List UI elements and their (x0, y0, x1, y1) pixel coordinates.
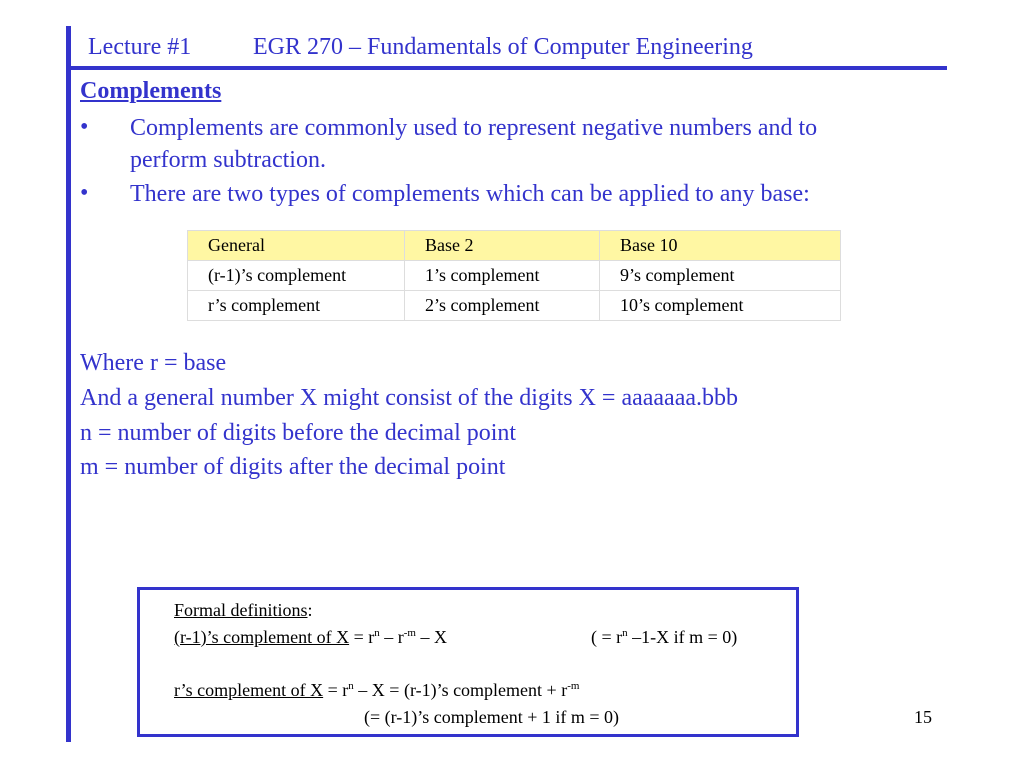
def1-eq: = r (349, 627, 375, 647)
table-row (188, 261, 841, 291)
left-accent-bar (66, 26, 71, 742)
def2-label: r’s complement of X (174, 680, 324, 700)
table-cell: r’s complement (188, 291, 405, 321)
lecture-label: Lecture #1 (88, 34, 192, 60)
slide-title: Complements (80, 78, 222, 104)
def2-sup-n: n (348, 680, 354, 692)
bullet-marker: • (80, 114, 89, 140)
body-line-general-number: And a general number X might consist of the digits X = aaaaaaa.bbb (80, 385, 739, 411)
table-cell: 10’s complement (600, 291, 841, 321)
def2-sup-m: -m (567, 680, 580, 692)
def1-sup-m: -m (403, 627, 416, 639)
bullet-1-line-1: Complements are commonly used to represent negative numbers and to (130, 115, 818, 141)
table-header-cell: Base 10 (600, 231, 841, 261)
complements-table (187, 230, 841, 321)
definition-r-complement (174, 680, 579, 701)
table-cell: 1’s complement (405, 261, 600, 291)
page-number: 15 (914, 707, 932, 727)
bullet-text-1 (130, 112, 950, 176)
def2-eq: = r (323, 680, 349, 700)
table-row (188, 291, 841, 321)
definition-r-minus-1-complement (174, 627, 447, 648)
bullet-2-line-1: There are two types of complements which can be applied to any base: (130, 181, 810, 207)
def1-label: (r-1)’s complement of X (174, 627, 350, 647)
definitions-heading-line (174, 600, 313, 621)
table-cell: 9’s complement (600, 261, 841, 291)
def1-mid: – r (379, 627, 404, 647)
header-underline-bar (66, 66, 947, 70)
body-line-where: Where r = base (80, 350, 227, 376)
formal-definitions-box (137, 587, 799, 737)
def1-note-a: ( = r (591, 627, 623, 647)
def1-note-b: –1-X if m = 0) (627, 627, 738, 647)
bullet-1-line-2: perform subtraction. (130, 147, 326, 173)
def2-mid: – X = (r-1)’s complement + r (353, 680, 568, 700)
course-title: EGR 270 – Fundamentals of Computer Engineering (253, 34, 753, 60)
table-header-cell: Base 2 (405, 231, 600, 261)
body-line-n-definition: n = number of digits before the decimal point (80, 420, 517, 446)
def1-note-sup: n (622, 627, 628, 639)
table-cell: (r-1)’s complement (188, 261, 405, 291)
def1-sup-n: n (374, 627, 380, 639)
bullet-text-2 (130, 178, 950, 210)
bullet-marker: • (80, 180, 89, 206)
table-cell: 2’s complement (405, 291, 600, 321)
def1-end: – X (415, 627, 447, 647)
table-header-row (188, 231, 841, 261)
definitions-heading: Formal definitions (174, 600, 308, 620)
definition-2-note: (= (r-1)’s complement + 1 if m = 0) (364, 707, 620, 727)
table-header-cell: General (188, 231, 405, 261)
body-line-m-definition: m = number of digits after the decimal point (80, 454, 506, 480)
definitions-heading-colon: : (307, 600, 313, 620)
definition-1-note (591, 627, 737, 648)
